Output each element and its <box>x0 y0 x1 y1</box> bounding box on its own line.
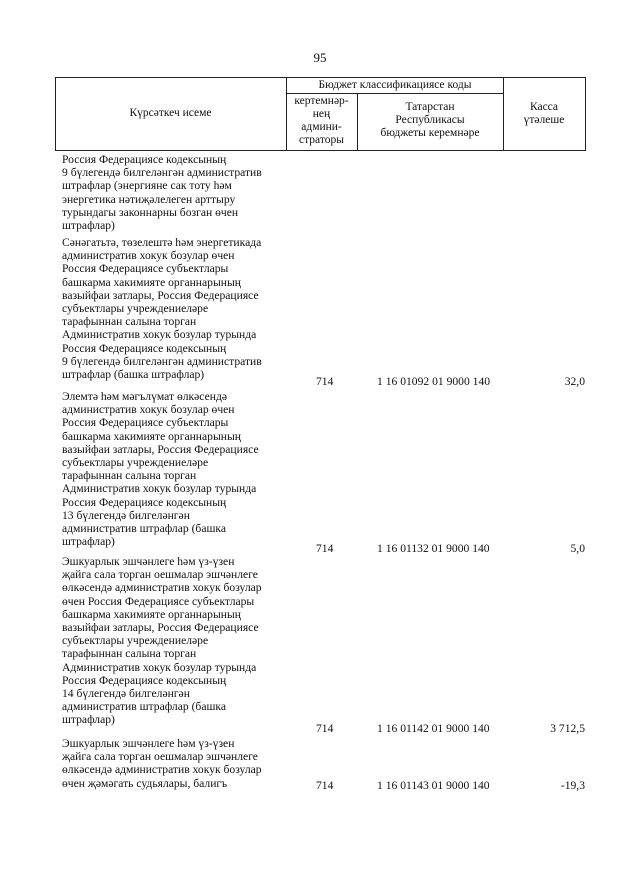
row-admin-code: 714 <box>316 375 334 388</box>
row-amount: 5,0 <box>570 542 585 555</box>
row-amount: 32,0 <box>564 375 585 388</box>
budget-revenue-header: Татарстан Республикасы бюджеты керемнәре <box>380 101 480 139</box>
row-amount: 3 712,5 <box>550 722 585 735</box>
row-name: Россия Федерациясе кодексының 9 бүлегендә билгеләнгән административ штрафлар (энергияне сак тоту һәм энергетика нәтиҗәлелеген арттыру турындагы законнарны бозган өчен штрафлар) <box>62 153 262 233</box>
header-border-bottom <box>55 150 586 151</box>
table-header <box>55 77 586 151</box>
row-budget-code: 1 16 01142 01 9000 140 <box>377 722 490 735</box>
row-admin-code: 714 <box>316 779 334 792</box>
row-budget-code: 1 16 01132 01 9000 140 <box>377 542 490 555</box>
row-admin-code: 714 <box>316 722 334 735</box>
row-name: Сәнәгатьтә, төзелештә һәм энергетикада административ хокук бозулар өчен Россия Федерациясе субъектлары башкарма хакимияте органнарының вазыйфаи затлары, Россия Федерациясе субъектлары учреждениеләре тарафыннан салына торган Административ хокук бозулар турында Россия Федерациясе кодексының 9 бүлегендә билгеләнгән административ штрафлар (башка штрафлар) <box>62 236 262 382</box>
cash-execution-header: Касса үтәлеше <box>523 101 565 126</box>
row-budget-code: 1 16 01092 01 9000 140 <box>377 375 491 388</box>
row-budget-code: 1 16 01143 01 9000 140 <box>377 779 490 792</box>
row-name: Элемтә һәм мәгълүмат өлкәсендә административ хокук бозулар өчен Россия Федерациясе субъектлары башкарма хакимияте органнарының вазыйфаи затлары, Россия Федерациясе субъектлары учреждениеләре тарафыннан салына торган Административ хокук бозулар турында Россия Федерациясе кодексының 13 бүлегендә билгеләнгән административ штрафлар (башка штрафлар) <box>62 390 259 549</box>
header-border-top <box>55 77 586 78</box>
row-name: Эшкуарлык эшчәнлеге һәм үз-үзен җайга сала торган оешмалар эшчәнлеге өлкәсендә административ хокук бозулар өчен җәмәгать судьялары, балигъ <box>62 737 262 790</box>
budget-codes-header: Бюджет классификациясе коды <box>318 79 472 91</box>
admin-header: кертемнәр- нең админи- страторы <box>294 95 349 146</box>
indicator-name-header: Күрсәткеч исеме <box>129 107 212 119</box>
row-amount: -19,3 <box>560 779 585 792</box>
row-name: Эшкуарлык эшчәнлеге һәм үз-үзен җайга сала торган оешмалар эшчәнлеге өлкәсендә административ хокук бозулар өчен Россия Федерациясе субъектлары башкарма хакимияте органнарының вазыйфаи затлары, Россия Федерациясе субъектлары учреждениеләре тарафыннан салына торган Административ хокук бозулар турында Россия Федерациясе кодексының 14 бүлегендә билгеләнгән административ штрафлар (башка штрафлар) <box>62 555 262 727</box>
row-admin-code: 714 <box>316 542 334 555</box>
page-number: 95 <box>313 50 327 65</box>
header-divider-codes <box>286 93 504 94</box>
header-border-right <box>585 77 586 151</box>
